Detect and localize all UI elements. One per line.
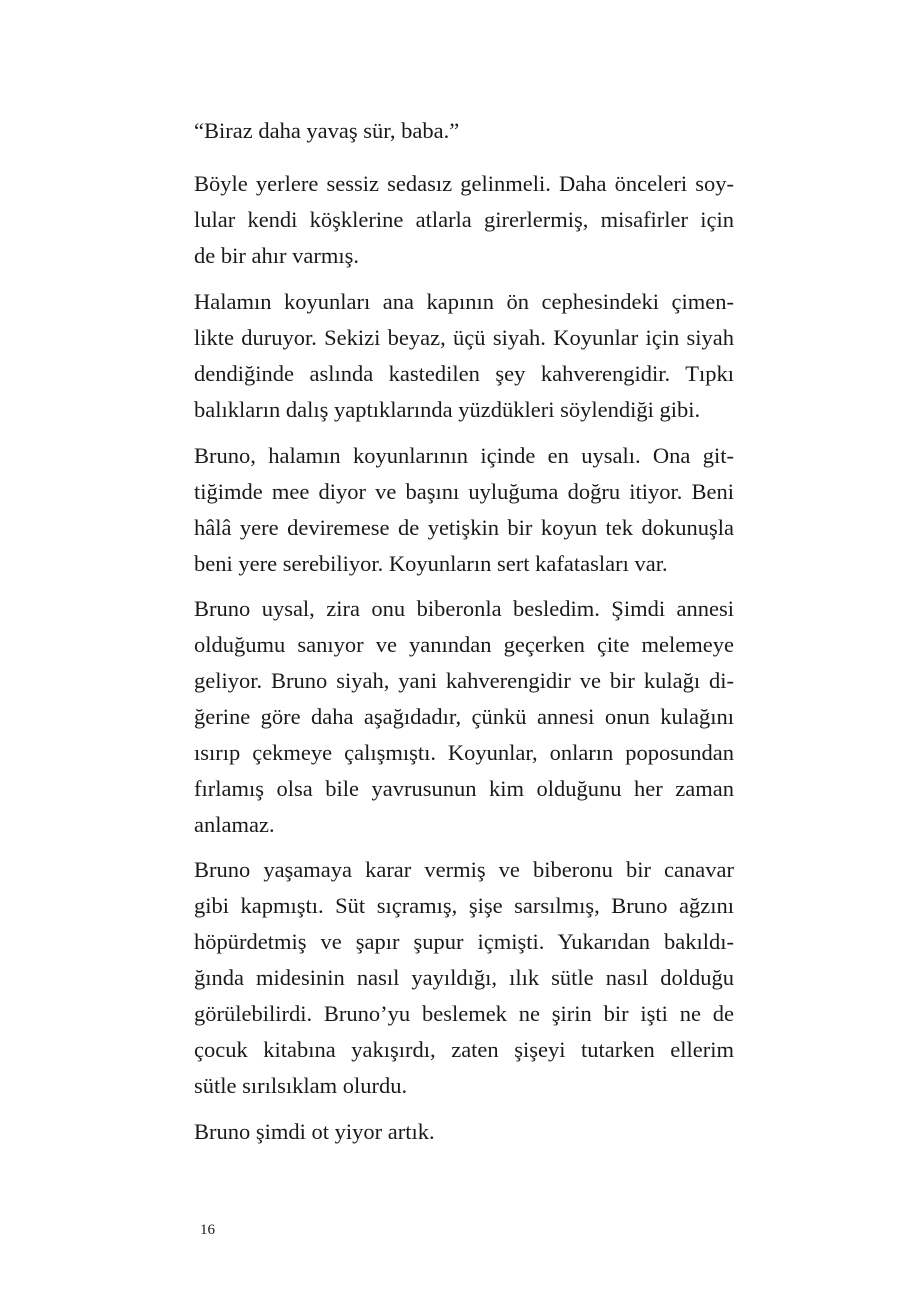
text-line: Bruno şimdi ot yiyor artık.: [194, 1119, 435, 1144]
text-line: balıkların dalış yaptıklarında yüzdükleri söylendiği gibi.: [194, 397, 701, 422]
paragraph-3: [194, 284, 734, 428]
text-line: Böyle yerlere sessiz sedasız gelinmeli. Daha önceleri soy-: [194, 171, 734, 196]
text-line: de bir ahır varmış.: [194, 243, 359, 268]
text-line: olduğumu sanıyor ve yanından geçerken çite melemeye: [194, 632, 734, 657]
text-line: anlamaz.: [194, 812, 275, 837]
text-line: Bruno uysal, zira onu biberonla besledim. Şimdi annesi: [194, 596, 734, 621]
text-line: çocuk kitabına yakışırdı, zaten şişeyi tutarken ellerim: [194, 1037, 734, 1062]
paragraph-7: [194, 1114, 734, 1150]
text-line: Bruno, halamın koyunlarının içinde en uysalı. Ona git-: [194, 443, 734, 468]
text-line: hâlâ yere deviremese de yetişkin bir koyun tek dokunuşla: [194, 515, 734, 540]
text-line: Halamın koyunları ana kapının ön cephesindeki çimen-: [194, 289, 734, 314]
text-line: höpürdetmiş ve şapır şupur içmişti. Yukarıdan bakıldı-: [194, 929, 734, 954]
text-line: görülebilirdi. Bruno’yu beslemek ne şirin bir işti ne de: [194, 1001, 734, 1026]
text-line: ısırıp çekmeye çalışmıştı. Koyunlar, onların poposundan: [194, 740, 734, 765]
text-line: ğerine göre daha aşağıdadır, çünkü annesi onun kulağını: [194, 704, 734, 729]
text-line: lular kendi köşklerine atlarla girerlermiş, misafirler için: [194, 207, 734, 232]
text-line: geliyor. Bruno siyah, yani kahverengidir ve bir kulağı di-: [194, 668, 734, 693]
paragraph-1: [194, 113, 734, 149]
page-number: 16: [200, 1222, 215, 1238]
text-line: Bruno yaşamaya karar vermiş ve biberonu bir canavar: [194, 857, 734, 882]
paragraph-5: [194, 591, 734, 843]
paragraph-4: [194, 438, 734, 582]
text-line: beni yere serebiliyor. Koyunların sert kafatasları var.: [194, 551, 668, 576]
text-line: sütle sırılsıklam olurdu.: [194, 1073, 408, 1098]
text-line: “Biraz daha yavaş sür, baba.”: [194, 118, 460, 143]
text-line: fırlamış olsa bile yavrusunun kim olduğunu her zaman: [194, 776, 734, 801]
text-line: dendiğinde aslında kastedilen şey kahverengidir. Tıpkı: [194, 361, 734, 386]
text-line: likte duruyor. Sekizi beyaz, üçü siyah. Koyunlar için siyah: [194, 325, 734, 350]
paragraph-2: [194, 166, 734, 274]
paragraph-6: [194, 852, 734, 1104]
text-line: gibi kapmıştı. Süt sıçramış, şişe sarsılmış, Bruno ağzını: [194, 893, 734, 918]
text-line: tiğimde mee diyor ve başını uyluğuma doğru itiyor. Beni: [194, 479, 734, 504]
text-line: ğında midesinin nasıl yayıldığı, ılık sütle nasıl dolduğu: [194, 965, 734, 990]
